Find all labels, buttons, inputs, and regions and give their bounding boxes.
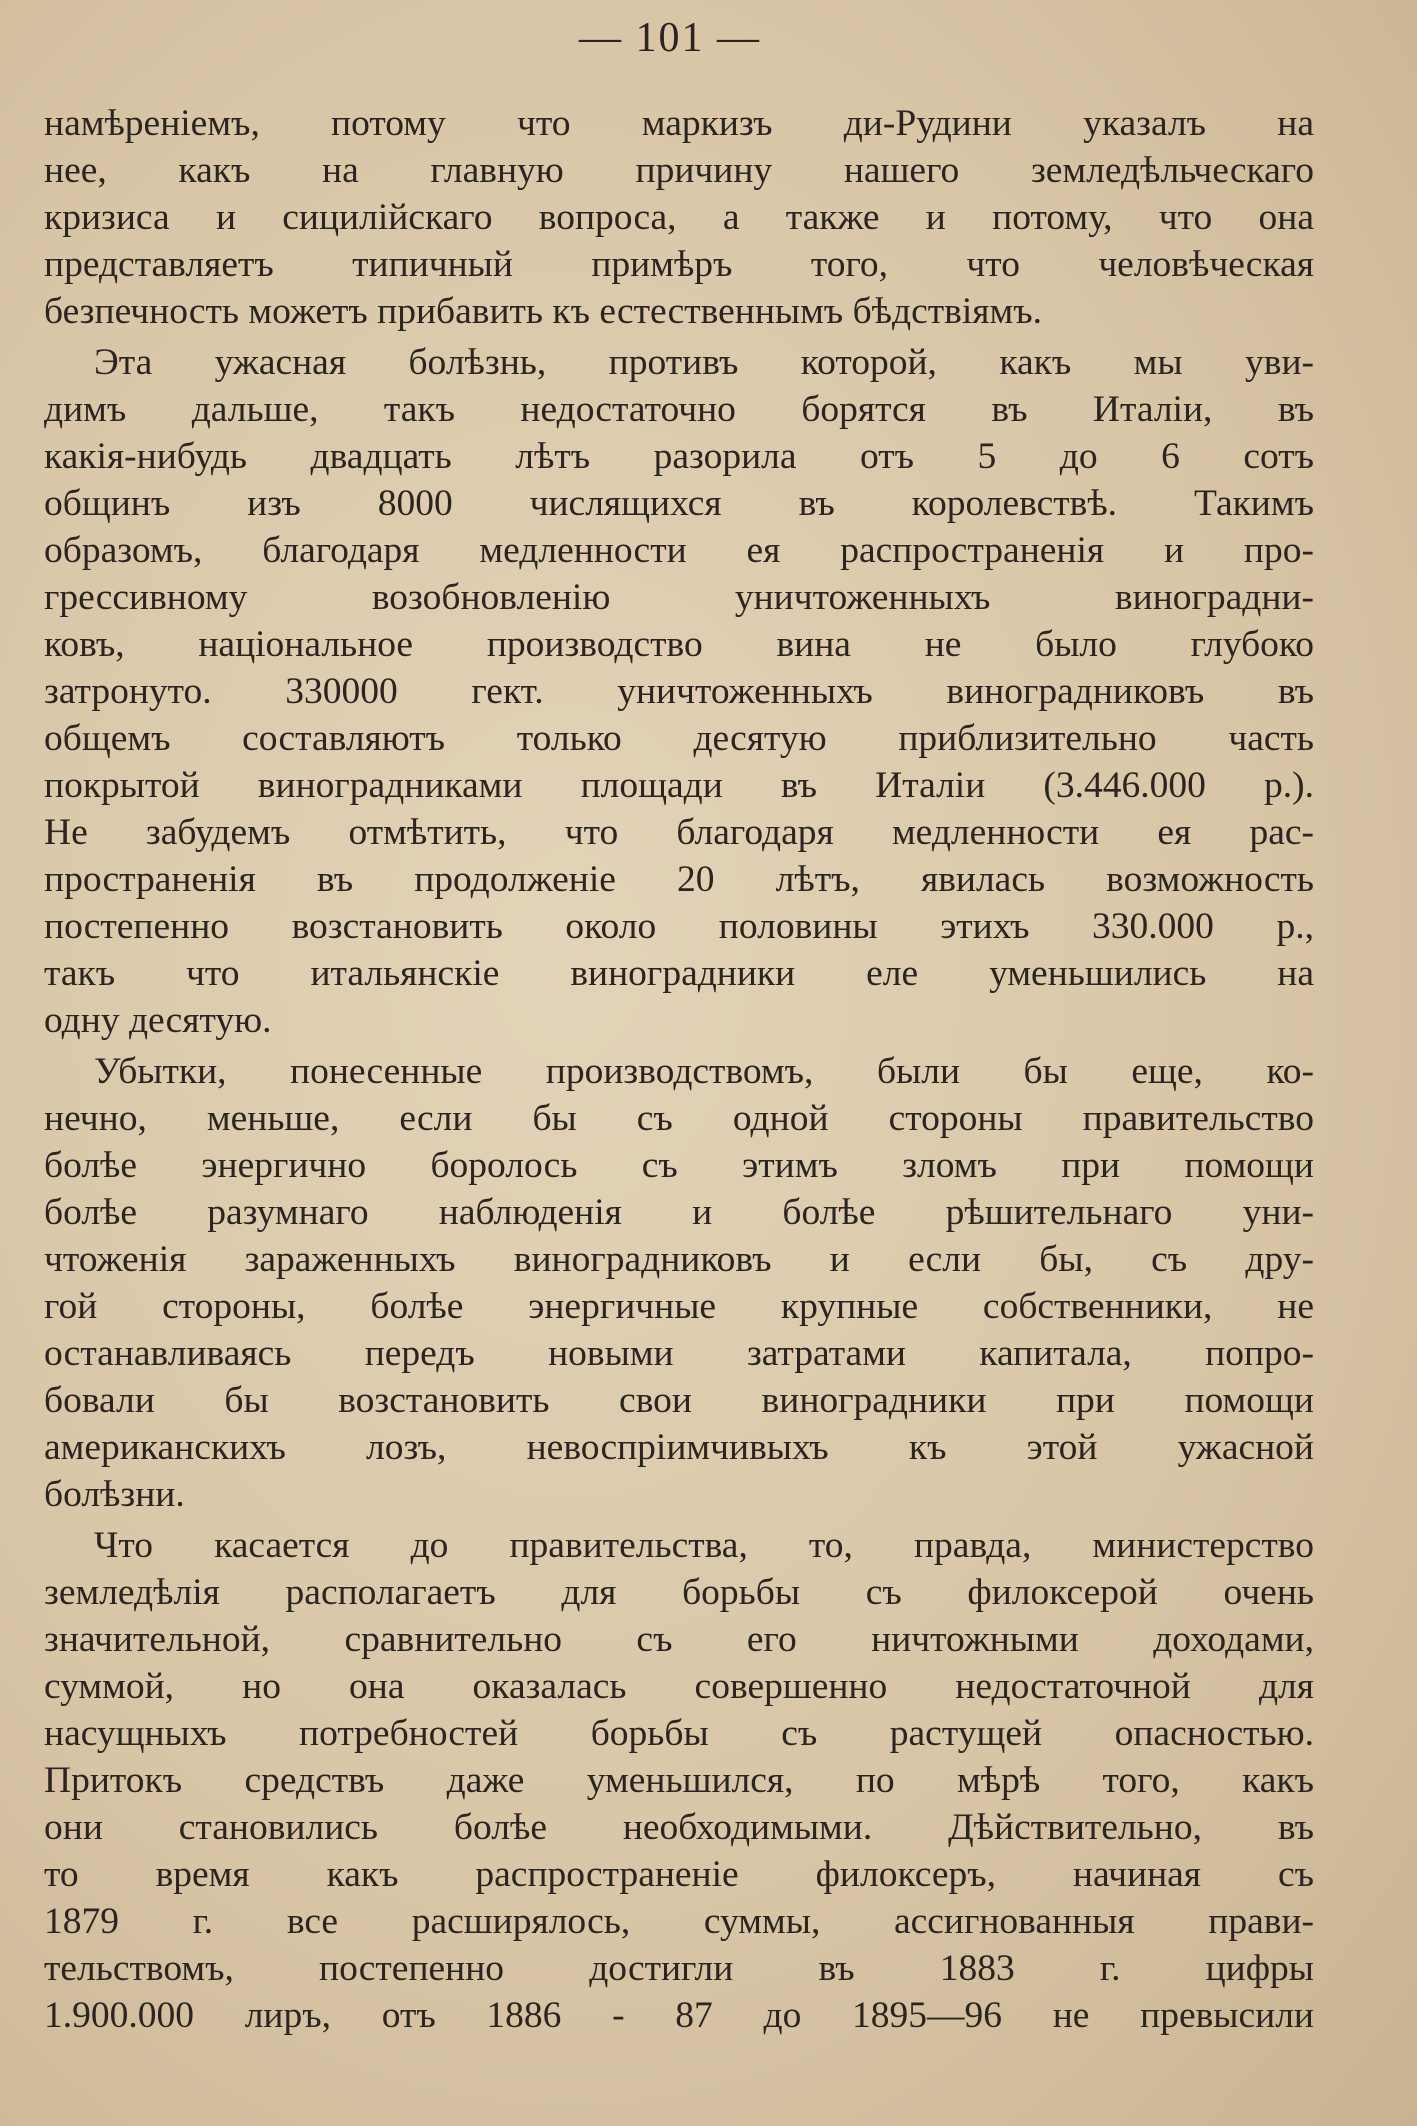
text-line: представляетъ типичный примѣръ того, что человѣческая (44, 244, 1314, 285)
text-line: американскихъ лозъ, невоспріимчивыхъ къ этой ужасной (44, 1427, 1314, 1468)
text-line: Эта ужасная болѣзнь, противъ которой, какъ мы уви- (94, 342, 1314, 383)
text-line: 1879 г. все расширялось, суммы, ассигнованныя прави- (44, 1901, 1314, 1942)
text-line: грессивному возобновленію уничтоженныхъ виноградни- (44, 577, 1314, 618)
text-line: ковъ, національное производство вина не было глубоко (44, 624, 1314, 665)
paragraph (44, 339, 1314, 1044)
text-line: затронуто. 330000 гект. уничтоженныхъ виноградниковъ въ (44, 671, 1314, 712)
text-line: пространенія въ продолженіе 20 лѣтъ, явилась возможность (44, 859, 1314, 900)
text-line: нечно, меньше, если бы съ одной стороны правительство (44, 1098, 1314, 1139)
text-line: земледѣлія располагаетъ для борьбы съ филоксерой очень (44, 1572, 1314, 1613)
text-line: Не забудемъ отмѣтить, что благодаря медленности ея рас- (44, 812, 1314, 853)
text-line: гой стороны, болѣе энергичные крупные собственники, не (44, 1286, 1314, 1327)
text-line: нее, какъ на главную причину нашего земледѣльческаго (44, 150, 1314, 191)
body-text (44, 100, 1314, 2039)
text-line: они становились болѣе необходимыми. Дѣйствительно, въ (44, 1807, 1314, 1848)
text-line: болѣе разумнаго наблюденія и болѣе рѣшительнаго уни- (44, 1192, 1314, 1233)
text-line: намѣреніемъ, потому что маркизъ ди-Рудини указалъ на (44, 103, 1314, 144)
text-line: болѣзни. (44, 1474, 185, 1515)
paragraph (44, 1048, 1314, 1518)
text-line: общинъ изъ 8000 числящихся въ королевствѣ. Такимъ (44, 483, 1314, 524)
text-line: такъ что итальянскіе виноградники еле уменьшились на (44, 953, 1314, 994)
text-line: насущныхъ потребностей борьбы съ растущей опасностью. (44, 1713, 1314, 1754)
text-line: бовали бы возстановить свои виноградники при помощи (44, 1380, 1314, 1421)
text-line: покрытой виноградниками площади въ Италіи (3.446.000 р.). (44, 765, 1314, 806)
text-line: какія-нибудь двадцать лѣтъ разорила отъ 5 до 6 сотъ (44, 436, 1314, 477)
text-line: кризиса и сицилійскаго вопроса, а также и потому, что она (44, 197, 1314, 238)
text-line: Убытки, понесенные производствомъ, были бы еще, ко- (94, 1051, 1314, 1092)
paragraph (44, 100, 1314, 335)
text-line: димъ дальше, такъ недостаточно борятся въ Италіи, въ (44, 389, 1314, 430)
page-number: — 101 — (579, 15, 761, 61)
text-line: тельствомъ, постепенно достигли въ 1883 г. цифры (44, 1948, 1314, 1989)
paragraph (44, 1522, 1314, 2039)
text-line: общемъ составляютъ только десятую приблизительно часть (44, 718, 1314, 759)
text-line: образомъ, благодаря медленности ея распространенія и про- (44, 530, 1314, 571)
text-line: болѣе энергично боролось съ этимъ зломъ при помощи (44, 1145, 1314, 1186)
text-line: безпечность можетъ прибавить къ естественнымъ бѣдствіямъ. (44, 291, 1042, 332)
text-line: Притокъ средствъ даже уменьшился, по мѣрѣ того, какъ (44, 1760, 1314, 1801)
text-line: 1.900.000 лиръ, отъ 1886 - 87 до 1895—96 не превысили (44, 1995, 1314, 2036)
text-line: суммой, но она оказалась совершенно недостаточной для (44, 1666, 1314, 1707)
text-line: останавливаясь передъ новыми затратами капитала, попро- (44, 1333, 1314, 1374)
text-line: одну десятую. (44, 1000, 272, 1041)
text-line: Что касается до правительства, то, правда, министерство (94, 1525, 1314, 1566)
text-line: постепенно возстановить около половины этихъ 330.000 р., (44, 906, 1314, 947)
text-line: чтоженія зараженныхъ виноградниковъ и если бы, съ дру- (44, 1239, 1314, 1280)
text-line: значительной, сравнительно съ его ничтожными доходами, (44, 1619, 1314, 1660)
text-line: то время какъ распространеніе филоксеръ, начиная съ (44, 1854, 1314, 1895)
